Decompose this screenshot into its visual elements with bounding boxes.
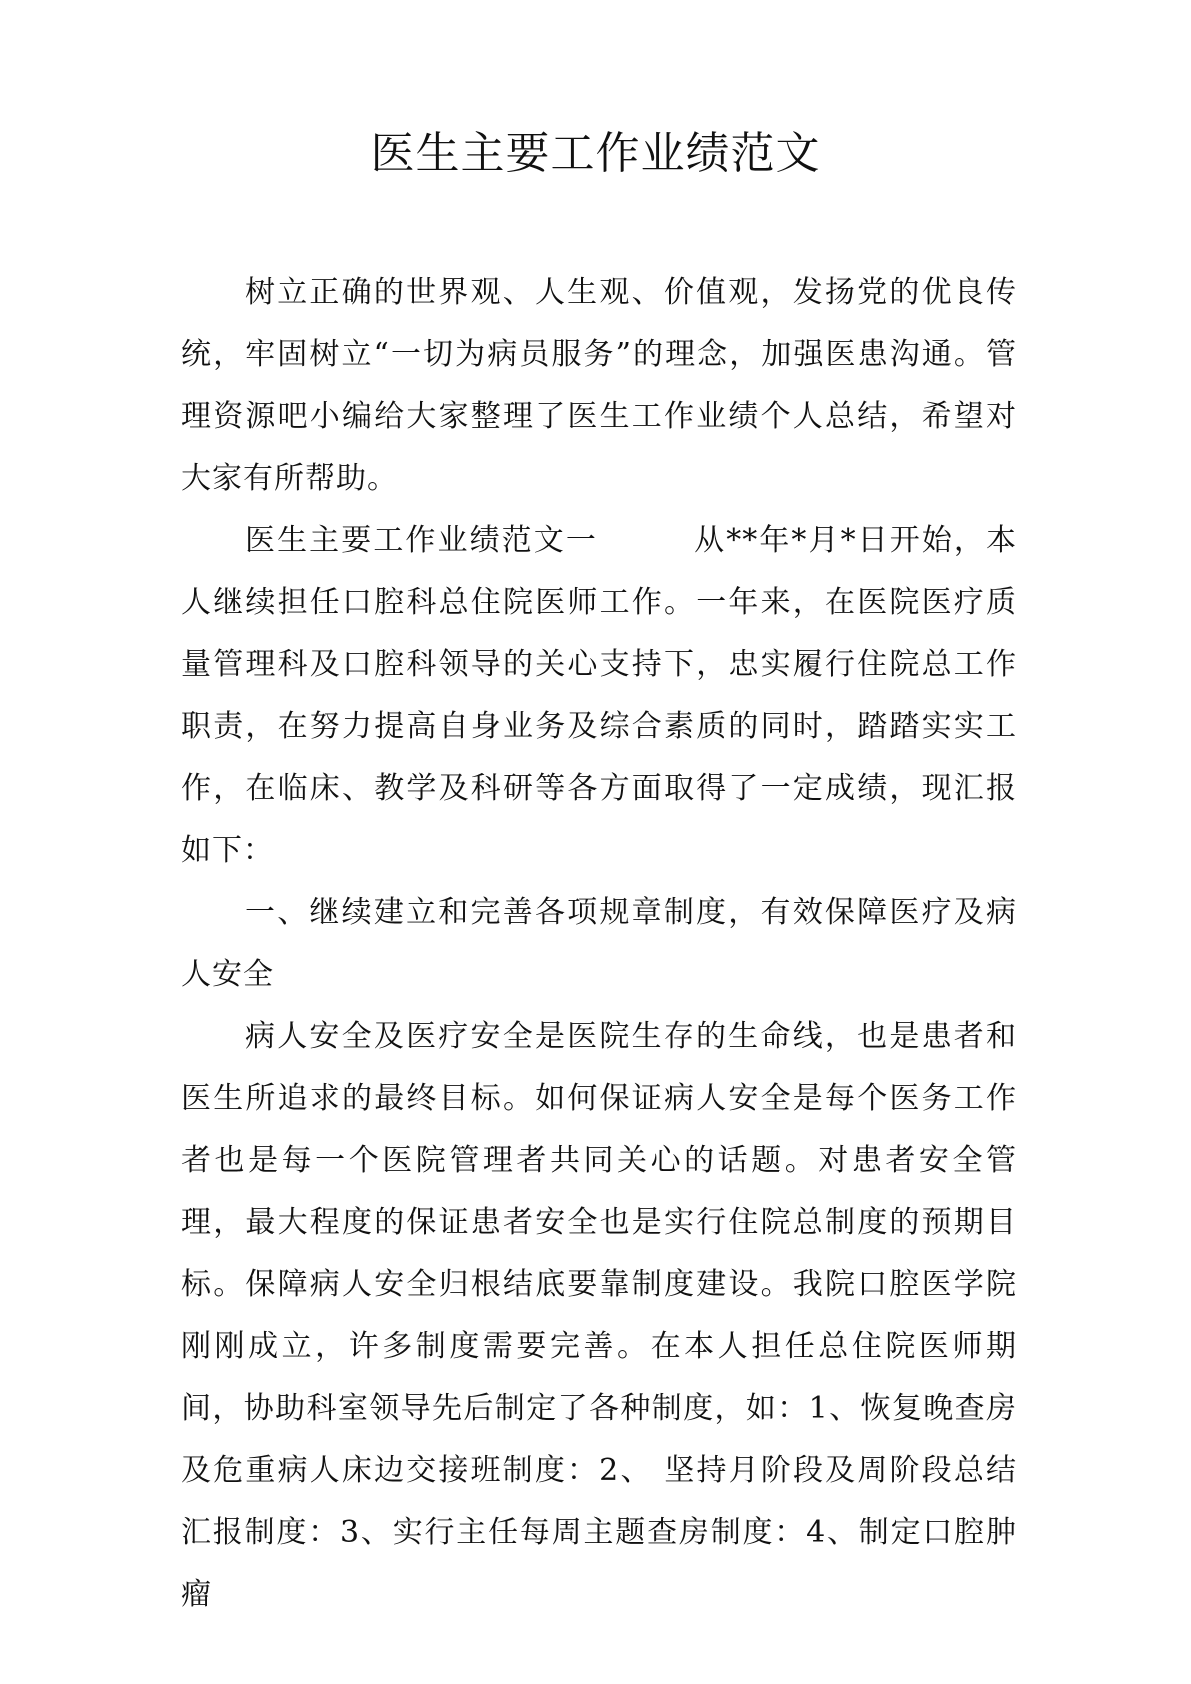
- paragraph-intro: 树立正确的世界观、人生观、价值观，发扬党的优良传统，牢固树立“一切为病员服务”的理念，加强医患沟通。管理资源吧小编给大家整理了医生工作业绩个人总结，希望对大家有所帮助。: [181, 275, 1017, 496]
- document-title: 医生主要工作业绩范文: [370, 128, 821, 179]
- paragraph-sample-one: 医生主要工作业绩范文一 从**年*月*日开始，本人继续担任口腔科总住院医师工作。一年来，在医院医疗质量管理科及口腔科领导的关心支持下，忠实履行住院总工作职责，在努力提高自身业务及综合素质的同时，踏踏实实工作，在临床、教学及科研等各方面取得了一定成绩，现汇报如下：: [181, 523, 1017, 868]
- document-body: [181, 262, 1017, 1626]
- section-heading-one: 一、继续建立和完善各项规章制度，有效保障医疗及病人安全: [181, 895, 1017, 992]
- paragraph-patient-safety: 病人安全及医疗安全是医院生存的生命线，也是患者和医生所追求的最终目标。如何保证病人安全是每个医务工作者也是每一个医院管理者共同关心的话题。对患者安全管理，最大程度的保证患者安全也是实行住院总制度的预期目标。保障病人安全归根结底要靠制度建设。我院口腔医学院刚刚成立，许多制度需要完善。在本人担任总住院医师期间，协助科室领导先后制定了各种制度，如：1、恢复晚查房及危重病人床边交接班制度：2、 坚持月阶段及周阶段总结汇报制度：3、实行主任每周主题查房制度：4、制定口腔肿瘤: [181, 1019, 1017, 1612]
